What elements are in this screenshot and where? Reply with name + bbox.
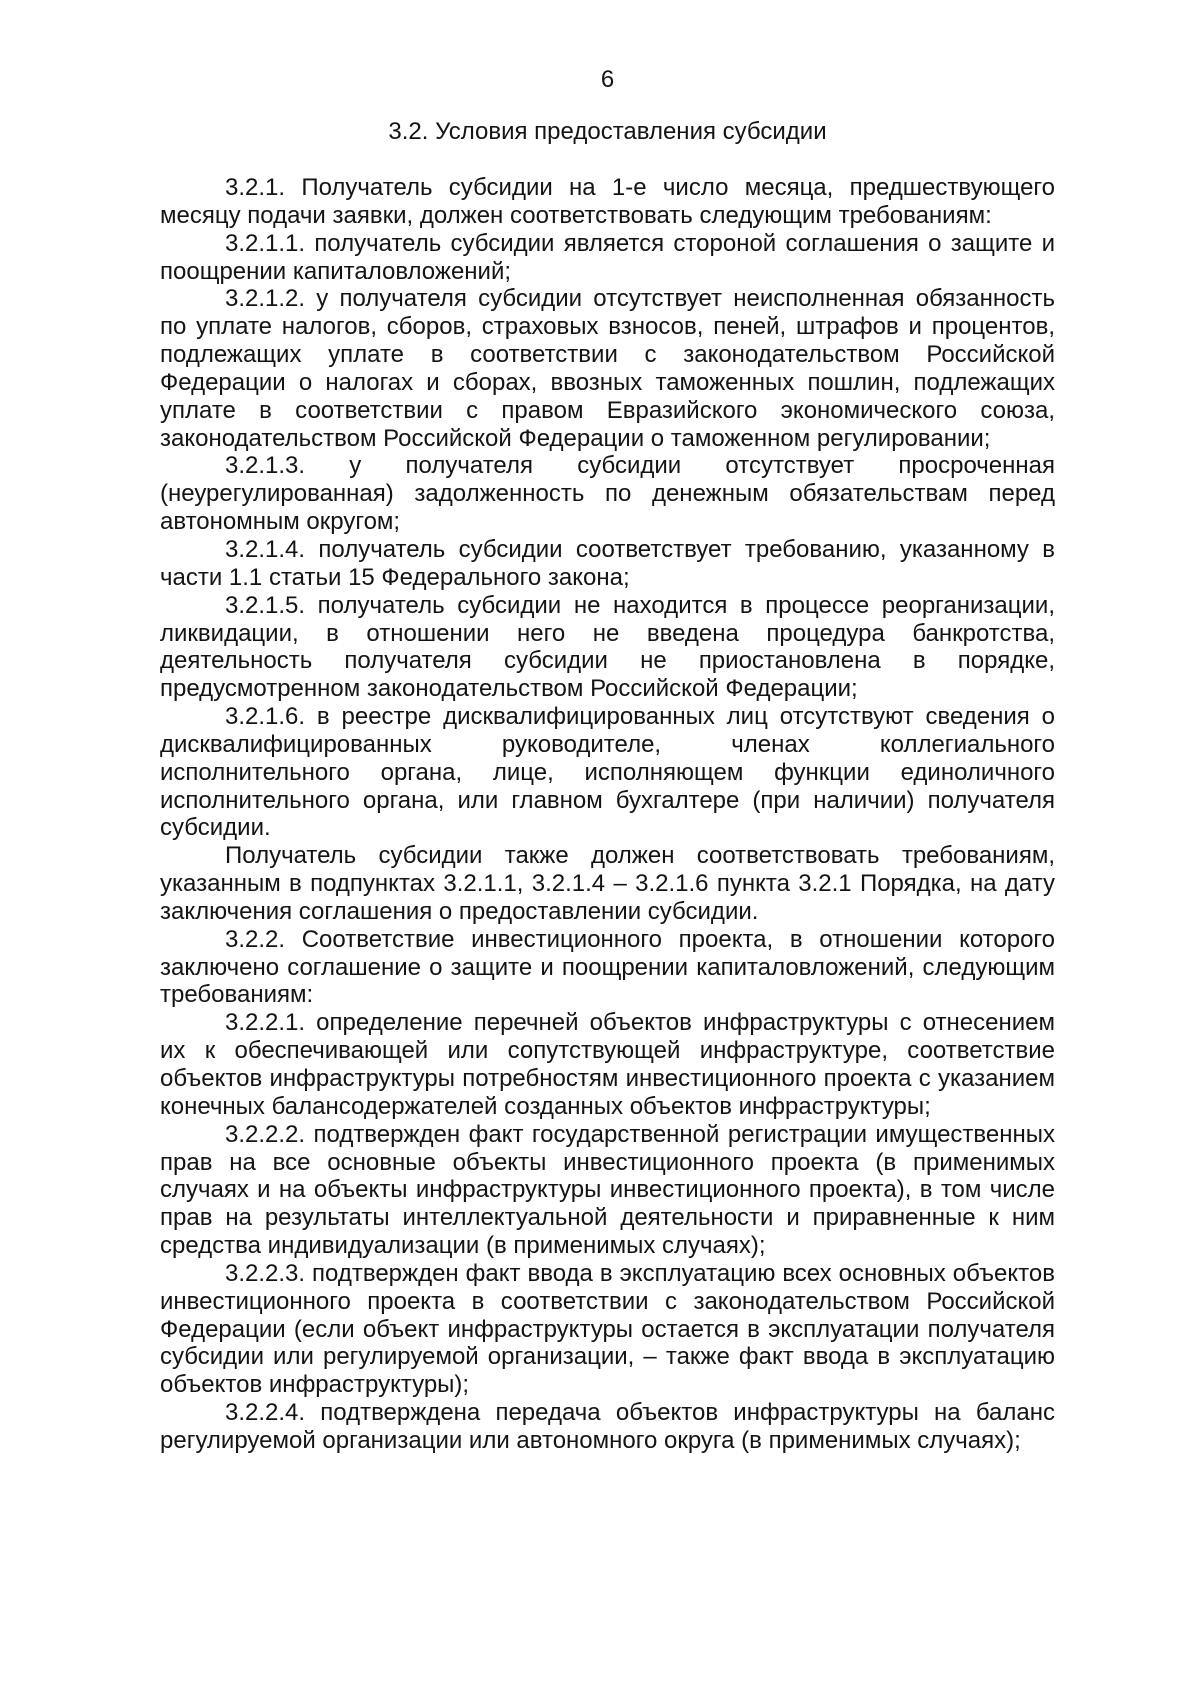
text-line: объектов инфраструктуры потребностям инвестиционного проекта с указанием xyxy=(160,1065,1055,1092)
text-line: прав на результаты интеллектуальной деятельности и приравненные к ним xyxy=(160,1204,1055,1232)
text-line: исполнительного органа, или главном бухгалтере (при наличии) получателя xyxy=(160,786,1055,814)
text-line: 3.2.1.3. у получателя субсидии отсутствует просроченная xyxy=(225,452,1055,480)
text-line: (неурегулированная) задолженность по денежным обязательствам перед xyxy=(160,480,1055,508)
requirements-note-paragraph xyxy=(160,842,1055,926)
text-line: исполнительного органа, лице, исполняющем функции единоличного xyxy=(160,758,1055,786)
text-line: заключения соглашения о предоставлении субсидии. xyxy=(160,897,759,925)
clause-3-2-1-6 xyxy=(160,703,1055,842)
clause-3-2-2-3 xyxy=(160,1260,1055,1399)
text-line: подлежащих уплате в соответствии с законодательством Российской xyxy=(160,341,1055,369)
text-line: указанным в подпунктах 3.2.1.1, 3.2.1.4 – 3.2.1.6 пункта 3.2.1 Порядка, на дату xyxy=(160,870,1055,898)
text-line: Федерации (если объект инфраструктуры остается в эксплуатации получателя xyxy=(160,1315,1055,1343)
text-line: ликвидации, в отношении него не введена процедура банкротства, xyxy=(160,619,1055,647)
section-title: 3.2. Условия предоставления субсидии xyxy=(388,118,827,145)
text-line: 3.2.1.5. получатель субсидии не находится в процессе реорганизации, xyxy=(225,591,1055,619)
clause-3-2-2 xyxy=(160,926,1055,1010)
text-line: Федерации о налогах и сборах, ввозных таможенных пошлин, подлежащих xyxy=(160,368,1055,396)
text-line: автономным округом; xyxy=(160,508,401,536)
text-line: средства индивидуализации (в применимых случаях); xyxy=(160,1232,766,1260)
text-line: 3.2.2.3. подтвержден факт ввода в эксплуатацию всех основных объектов xyxy=(225,1259,1055,1287)
text-line: 3.2.1.1. получатель субсидии является стороной соглашения о защите и xyxy=(225,229,1055,257)
text-line: инвестиционного проекта в соответствии с законодательством Российской xyxy=(160,1287,1055,1315)
clause-3-2-1-4 xyxy=(160,536,1055,592)
text-line: 3.2.2.2. подтвержден факт государственной регистрации имущественных xyxy=(225,1120,1055,1148)
text-line: законодательством Российской Федерации о таможенном регулировании; xyxy=(160,424,991,452)
text-line: 3.2.2.1. определение перечней объектов инфраструктуры с отнесением xyxy=(225,1009,1055,1037)
text-line: поощрении капиталовложений; xyxy=(160,257,512,285)
clause-3-2-2-1 xyxy=(160,1009,1055,1120)
clause-3-2-2-2 xyxy=(160,1121,1055,1260)
text-line: случаях и на объекты инфраструктуры инвестиционного проекта), в том числе xyxy=(160,1176,1055,1204)
text-line: их к обеспечивающей или сопутствующей инфраструктуре, соответствие xyxy=(160,1037,1055,1065)
text-line: регулируемой организации или автономного округа (в применимых случаях); xyxy=(160,1426,1021,1454)
clause-3-2-1-5 xyxy=(160,592,1055,703)
text-line: деятельность получателя субсидии не приостановлена в порядке, xyxy=(160,647,1055,675)
text-line: месяцу подачи заявки, должен соответствовать следующим требованиям: xyxy=(160,201,992,229)
text-line: 3.2.1.6. в реестре дисквалифицированных лиц отсутствуют сведения о xyxy=(225,703,1055,731)
text-line: конечных балансодержателей созданных объектов инфраструктуры; xyxy=(160,1092,931,1120)
clause-3-2-2-4 xyxy=(160,1399,1055,1455)
text-line: прав на все основные объекты инвестиционного проекта (в применимых xyxy=(160,1148,1055,1176)
text-line: Получатель субсидии также должен соответствовать требованиям, xyxy=(225,842,1055,870)
text-line: по уплате налогов, сборов, страховых взносов, пеней, штрафов и процентов, xyxy=(160,313,1055,341)
text-line: 3.2.1.2. у получателя субсидии отсутствует неисполненная обязанность xyxy=(225,285,1055,313)
text-line: уплате в соответствии с правом Евразийского экономического союза, xyxy=(160,396,1055,424)
text-line: заключено соглашение о защите и поощрении капиталовложений, следующим xyxy=(160,953,1055,981)
text-line: 3.2.1.4. получатель субсидии соответствует требованию, указанному в xyxy=(225,535,1055,563)
clause-3-2-1 xyxy=(160,174,1055,230)
clause-3-2-1-2 xyxy=(160,285,1055,452)
text-line: субсидии или регулируемой организации, – также факт ввода в эксплуатацию xyxy=(160,1343,1055,1371)
text-line: субсидии. xyxy=(160,814,271,842)
page-number: 6 xyxy=(600,66,615,93)
clause-3-2-1-3 xyxy=(160,452,1055,536)
text-line: требованиям: xyxy=(160,981,314,1009)
text-line: 3.2.1. Получатель субсидии на 1-е число месяца, предшествующего xyxy=(225,174,1055,201)
text-line: 3.2.2.4. подтверждена передача объектов инфраструктуры на баланс xyxy=(225,1399,1055,1427)
document-body xyxy=(160,174,1055,1455)
clause-3-2-1-1 xyxy=(160,230,1055,286)
text-line: части 1.1 статьи 15 Федерального закона; xyxy=(160,563,630,591)
text-line: предусмотренном законодательством Российской Федерации; xyxy=(160,675,858,703)
text-line: объектов инфраструктуры); xyxy=(160,1371,470,1399)
text-line: 3.2.2. Соответствие инвестиционного проекта, в отношении которого xyxy=(225,925,1055,953)
text-line: дисквалифицированных руководителе, членах коллегиального xyxy=(160,730,1055,758)
